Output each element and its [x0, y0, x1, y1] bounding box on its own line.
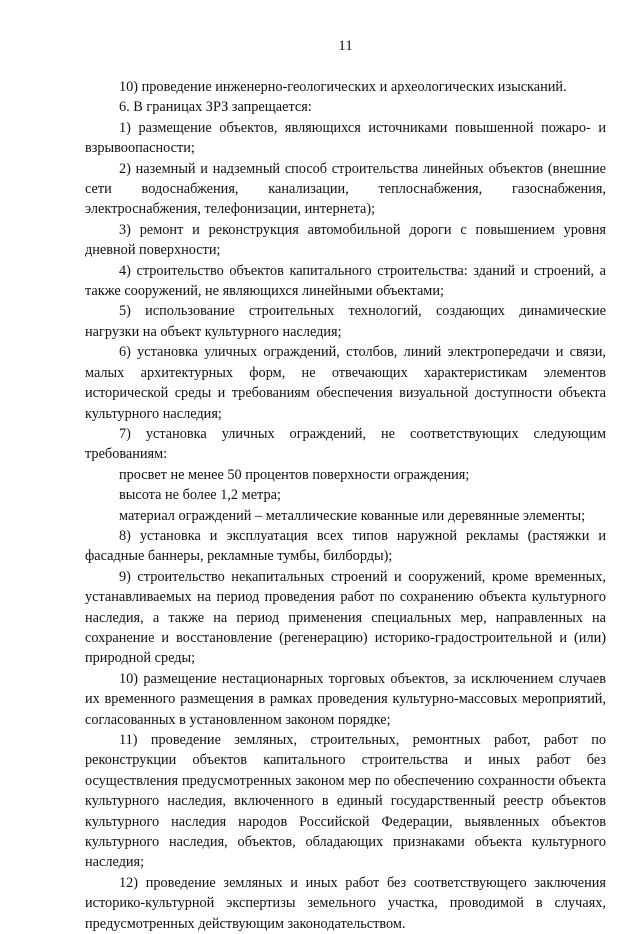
paragraph: 11) проведение земляных, строительных, ремонтных работ, работ по реконструкции объектов капитального строительства и иных работ без осуществления предусмотренных законом мер по обеспечению сохранности объекта культурного наследия, включенного в единый государственный реестр объектов культурного наследия народов Российской Федерации, выявленных объектов культурного наследия, объектов, обладающих признаками объекта культурного наследия; — [85, 732, 606, 871]
paragraph: 8) установка и эксплуатация всех типов наружной рекламы (растяжки и фасадные баннеры, рекламные тумбы, билборды); — [85, 527, 606, 565]
paragraph: 4) строительство объектов капитального строительства: зданий и строений, а также сооружений, не являющихся линейными объектами; — [85, 262, 606, 300]
paragraph: 12) проведение земляных и иных работ без соответствующего заключения историко-культурной экспертизы земельного участка, проводимой в случаях, предусмотренных действующим законодательством. — [85, 874, 606, 932]
paragraph: 6. В границах ЗРЗ запрещается: — [119, 99, 312, 116]
paragraph: 2) наземный и надземный способ строительства линейных объектов (внешние сети водоснабжения, канализации, теплоснабжения, газоснабжения, электроснабжения, телефонизации, интернета); — [85, 160, 606, 218]
requirement-item: материал ограждений – металлические кованные или деревянные элементы; — [119, 507, 586, 524]
paragraph: 1) размещение объектов, являющихся источниками повышенной пожаро- и взрывоопасности; — [85, 119, 606, 157]
paragraph: 6) установка уличных ограждений, столбов, линий электропередачи и связи, малых архитектурных форм, не отвечающих характеристикам элементов исторической среды и требованиям обеспечения визуальной доступности объекта культурного наследия; — [85, 344, 606, 422]
requirement-item: просвет не менее 50 процентов поверхности ограждения; — [119, 466, 470, 483]
requirement-item: высота не более 1,2 метра; — [119, 487, 281, 504]
paragraph: 3) ремонт и реконструкция автомобильной дороги с повышением уровня дневной поверхности; — [85, 221, 606, 259]
paragraph: 9) строительство некапитальных строений и сооружений, кроме временных, устанавливаемых на период проведения работ по сохранению объекта культурного наследия, а также на период применения специальных мер, направленных на сохранение и восстановление (регенерацию) историко-градостроительной и (или) природной среды; — [85, 568, 606, 667]
page-number: 11 — [338, 38, 353, 54]
paragraph: 10) размещение нестационарных торговых объектов, за исключением случаев их временного размещения в рамках проведения культурно-массовых мероприятий, согласованных в установленном законом порядке; — [85, 670, 606, 728]
paragraph: 7) установка уличных ограждений, не соответствующих следующим требованиям: — [85, 425, 606, 463]
paragraph: 5) использование строительных технологий, создающих динамические нагрузки на объект культурного наследия; — [85, 303, 606, 340]
document-body — [85, 77, 606, 934]
paragraph: 10) проведение инженерно-геологических и археологических изысканий. — [119, 79, 567, 95]
